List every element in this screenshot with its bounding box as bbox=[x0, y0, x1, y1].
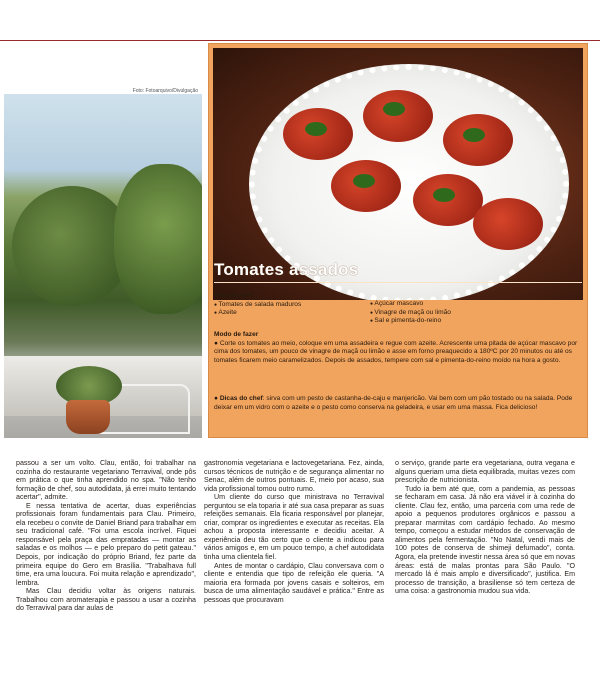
basil-leaf bbox=[433, 188, 455, 202]
tomato bbox=[473, 198, 543, 250]
article-paragraph: Antes de montar o cardápio, Clau conversava com o cliente e entendia que tipo de refeição ele queria. "A maioria era formada por jovens casais e solteiros, em busca de uma alimentação saudável e prática." Entre as pessoas que procuravam bbox=[204, 561, 384, 604]
ingredients-block-right bbox=[370, 300, 570, 326]
photo-credit: Foto: Fotoarquivo/Divulgação bbox=[132, 88, 198, 94]
ingredient-item: ● Tomates de salada maduros bbox=[214, 301, 394, 310]
method-text: ● Corte os tomates ao meio, coloque em uma assadeira e regue com azeite. Acrescente uma pitada de açúcar mascavo por cima dos tomates, um pouco de vinagre de maçã ou limão e asse em forno preaquecido a 180ºC por 20 minutos ou até os tomates ficarem meio caramelizados. Depois de assados, tempere com sal e pimenta-do-reino moído na hora a gosto. bbox=[214, 339, 578, 364]
ingredient-item: ● Azeite bbox=[214, 309, 394, 318]
tips-text: : sirva com um pesto de castanha-de-caju e manjericão. Vai bem com um pão tostado ou na salada. Pode deixar em um vidro com o azeite e o pesto como conserva na geladeira, e usar em uma massa. Fica delicioso! bbox=[214, 395, 573, 411]
ingredients-block bbox=[214, 292, 394, 318]
article-column-1 bbox=[16, 459, 196, 613]
article-paragraph: passou a ser um volto. Clau, então, foi trabalhar na cozinha do restaurante vegetariano Terravival, onde pôs em prática o que tinha aprendido no spa. "Não tenho formação de chef, sou autodidata, já errei muito tentando acertar", admite. bbox=[16, 459, 196, 502]
clay-pot bbox=[66, 400, 110, 434]
basil-leaf bbox=[383, 102, 405, 116]
method-block bbox=[214, 331, 580, 365]
article-paragraph: Um cliente do curso que ministrava no Terravival perguntou se ela toparia ir até sua casa preparar as suas refeições semanais. Ela ficaria responsável por planejar, criar, comprar os ingredientes e executar as receitas. Ela achou a proposta interessante e decidiu aceitar. A experiência deu tão certo que o cliente a indicou para vários amigos e, em um pouco tempo, a chef autodidata tinha uma clientela fiel. bbox=[204, 493, 384, 562]
article-column-3 bbox=[395, 459, 575, 596]
ingredient-item: ● Vinagre de maçã ou limão bbox=[370, 309, 570, 318]
top-rule bbox=[0, 40, 600, 41]
ingredients-heading: Ingredientes bbox=[214, 292, 254, 299]
basil-leaf bbox=[305, 122, 327, 136]
recipe-box bbox=[208, 43, 588, 438]
basil-leaf bbox=[463, 128, 485, 142]
recipe-title-rule bbox=[214, 282, 582, 283]
ingredients-list-right bbox=[370, 300, 570, 326]
ingredients-list-left bbox=[214, 301, 394, 318]
ingredient-item: ● Sal e pimenta-do-reino bbox=[370, 317, 570, 326]
tips-block: ● Dicas do chef: sirva com um pesto de castanha-de-caju e manjericão. Vai bem com um pão tostado ou na salada. Pode deixar em um vidro com o azeite e o pesto como conserva na geladeira, e usar em uma massa. Fica delicioso! bbox=[214, 395, 573, 411]
article-paragraph: o serviço, grande parte era vegetariana, outra vegana e alguns queriam uma dieta equilibrada, muitas vezes com prescrição de nutricionista. bbox=[395, 459, 575, 485]
method-heading: Modo de fazer bbox=[214, 331, 259, 338]
article-paragraph: Mas Clau decidiu voltar às origens naturais. Trabalhou com aromaterapia e passou a usar a cozinha do Terravival para dar aulas de bbox=[16, 587, 196, 613]
tomato bbox=[363, 90, 433, 142]
garden-photo bbox=[4, 94, 202, 438]
tree bbox=[114, 164, 202, 314]
recipe-title: Tomates assados bbox=[214, 260, 359, 279]
article-paragraph: E nessa tentativa de acertar, duas experiências profissionais foram fundamentais para Clau. Primeiro, ela recebeu o convite de Daniel Briand para trabalhar em seu tradicional café. "Foi uma escola incrível. Fiquei responsável pela praça das empratadas — montar as saladas e os molhos — e pelo preparo do petit gateau." Depois, por indicação do próprio Briand, fez parte da primeira equipe do Gero em Brasília. "Trabalhava full time, era uma loucura. Foi muita relação e aprendizado", lembra. bbox=[16, 501, 196, 587]
basil-leaf bbox=[353, 174, 375, 188]
article-column-2 bbox=[204, 459, 384, 604]
article-paragraph: Tudo ia bem até que, com a pandemia, as pessoas se fecharam em casa. Já não era viável ir à cozinha do cliente. Clau fez, então, uma parceria com uma rede de apoio a pequenos produtores orgânicos e passou a preparar marmitas com cardápio fechado. Ao mesmo tempo, começou a estudar métodos de conservação de alimentos pela fermentação. "No Natal, vendi mais de 100 potes de conserva de shimeji defumado", conta. Agora, ela pretende investir nessa área só que em novas áreas: está de malas prontas para São Paulo. "O mercado lá é mais amplo e diversificado", justifica. Em processo de transição, a brasiliense só tem certeza de uma coisa: a gastronomia mudou sua vida. bbox=[395, 484, 575, 596]
article-paragraph: gastronomia vegetariana e lactovegetariana. Fez, ainda, cursos técnicos de nutrição e de segurança alimentar no Senac, além de outros pontuais. E, meio por acaso, sua vida profissional tomou outro rumo. bbox=[204, 459, 384, 493]
ingredient-item: ● Açúcar mascavo bbox=[370, 300, 570, 309]
tips-heading: Dicas do chef bbox=[219, 395, 263, 402]
